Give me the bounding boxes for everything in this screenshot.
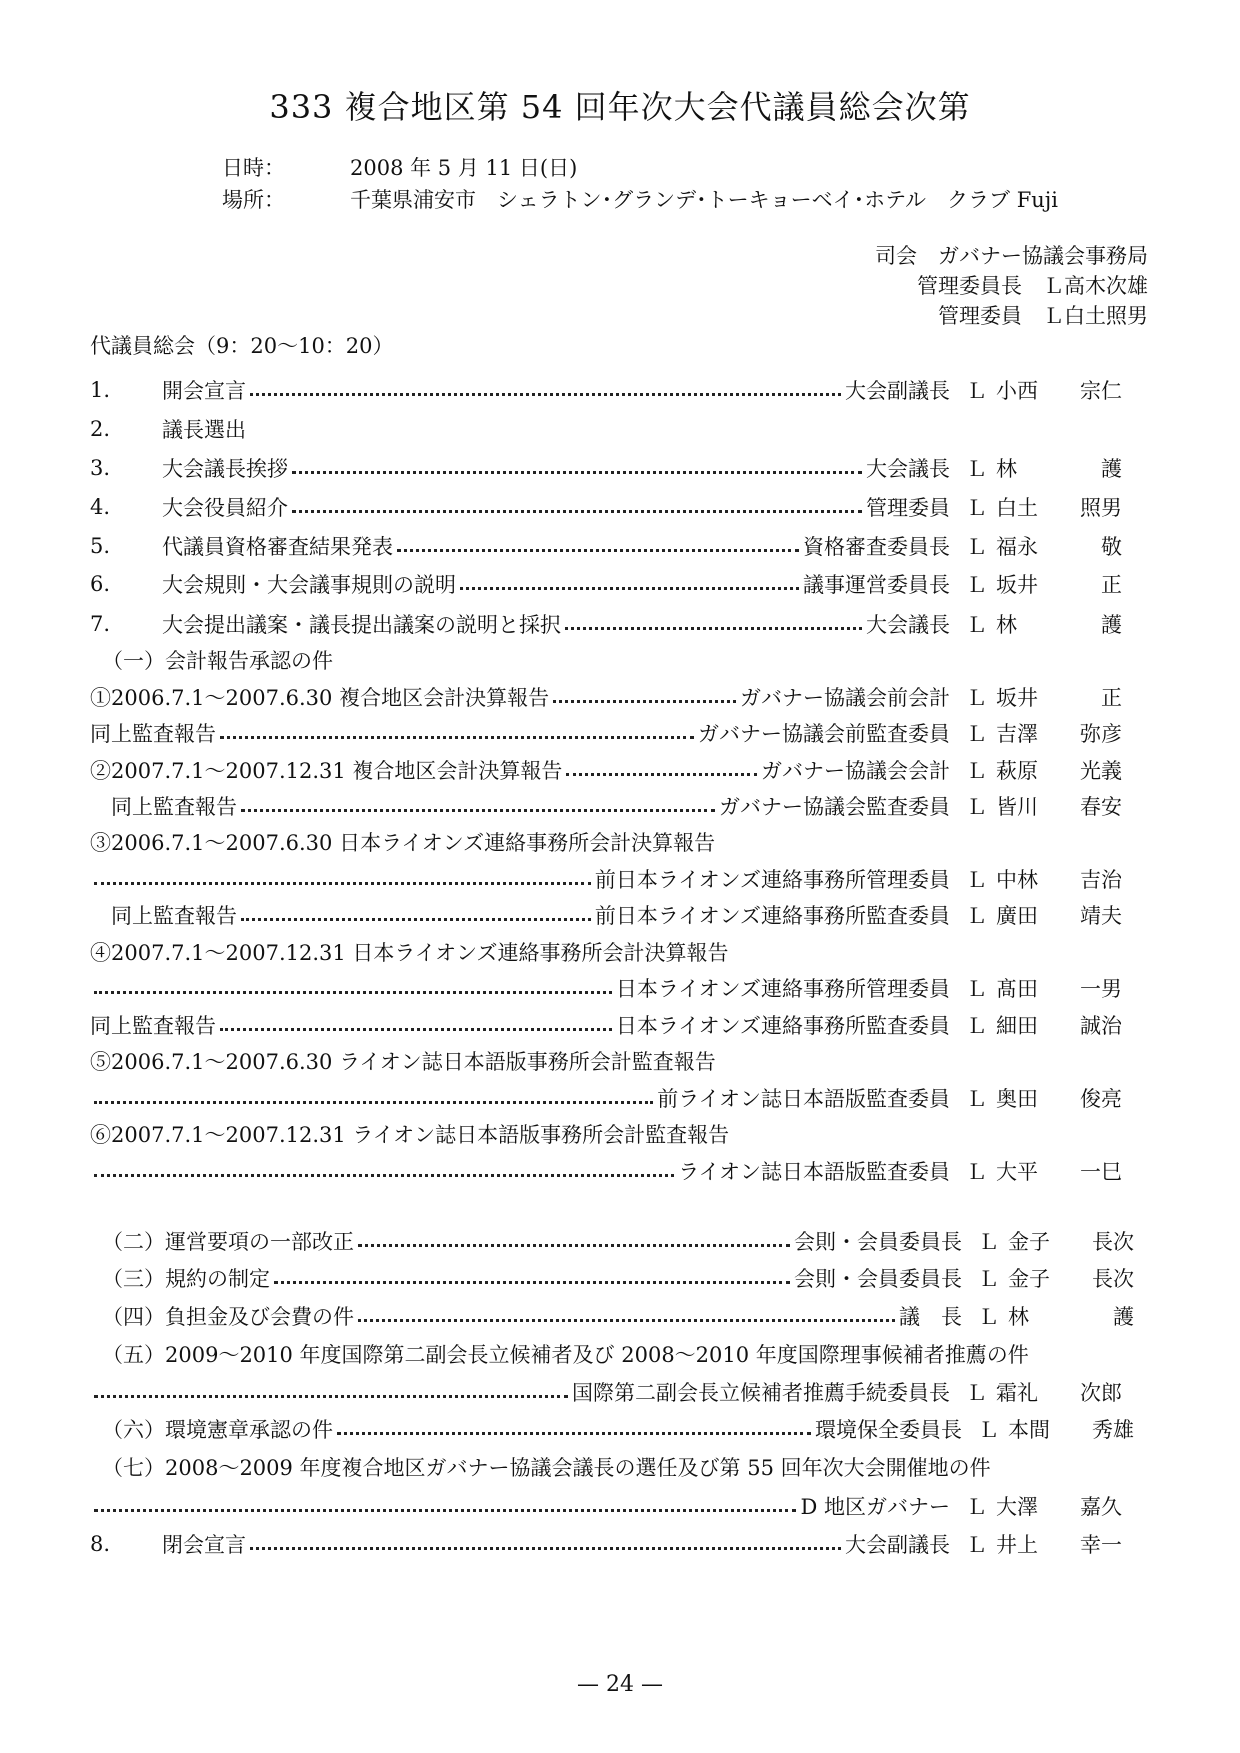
date-value: 2008 年 5 月 11 日(日) [350,156,578,180]
person-name [996,453,1122,483]
item-role: 会則・会員委員長 [794,1230,962,1254]
item-role: 前日本ライオンズ連絡事務所監査委員 [594,904,950,928]
page-number: — 24 — [577,1672,663,1697]
agenda-item [90,1300,1134,1332]
given-name: 長次 [1092,1267,1134,1291]
lion-mark: Ｌ [966,457,987,481]
agenda-item [90,863,1122,895]
lion-mark: Ｌ [966,795,987,819]
agenda-item [90,826,1122,858]
item-text: ⑥2007.7.1～2007.12.31 ライオン誌日本語版事務所会計監査報告 [90,1123,730,1147]
lion-mark: Ｌ [978,1267,999,1291]
given-name: 正 [1101,573,1122,597]
item-role: D 地区ガバナー [800,1495,950,1519]
item-number: 7. [90,612,111,636]
family-name: 坂井 [996,573,1038,597]
given-name: 正 [1101,686,1122,710]
item-text: （三）規約の制定 [102,1267,270,1291]
person-name [996,531,1122,561]
family-name: 福永 [996,535,1038,559]
leader-dots [94,1395,568,1398]
item-number: 4. [90,495,111,519]
item-text: （四）負担金及び会費の件 [102,1305,354,1329]
leader-dots [94,1101,653,1104]
family-name: 大平 [996,1160,1038,1184]
agenda-item [90,644,1134,676]
item-role: 環境保全委員長 [815,1418,962,1442]
item-text: （六）環境憲章承認の件 [102,1418,333,1442]
given-name: 護 [1113,1305,1134,1329]
agenda-item [90,374,1122,406]
family-name: 萩原 [996,759,1038,783]
lion-mark: Ｌ [966,1014,987,1038]
person-name [996,1083,1122,1113]
leader-dots [241,809,715,812]
leader-dots [220,1028,612,1031]
agenda-item [90,568,1122,600]
given-name: 靖夫 [1080,904,1122,928]
item-text: （二）運営要項の一部改正 [102,1230,354,1254]
person-name [996,1377,1122,1407]
leader-dots [94,1174,674,1177]
place-value: 千葉県浦安市 シェラトン･グランデ･トーキョーベイ･ホテル クラブ Fuji [350,188,1059,212]
family-name: 井上 [996,1533,1038,1557]
lion-mark: Ｌ [978,1418,999,1442]
given-name: 吉治 [1080,868,1122,892]
item-role: 大会副議長 [845,379,950,403]
lion-mark: Ｌ [966,496,987,520]
agenda-item [90,790,1122,822]
given-name: 照男 [1080,496,1122,520]
agenda-item [90,899,1122,931]
person-name [996,375,1122,405]
leader-dots [274,1281,790,1284]
item-text: （五）2009～2010 年度国際第二副会長立候補者及び 2008～2010 年度国際理事候補者推薦の件 [102,1343,1029,1367]
leader-dots [220,736,694,739]
item-role: 日本ライオンズ連絡事務所監査委員 [615,1014,950,1038]
item-text: 代議員資格審査結果発表 [162,535,393,559]
leader-dots [94,882,591,885]
item-number: 8. [90,1532,111,1556]
item-role: 資格審査委員長 [803,535,950,559]
item-text: （一）会計報告承認の件 [102,649,333,673]
family-name: 中林 [996,868,1038,892]
person-name [996,718,1122,748]
person-name [996,492,1122,522]
agenda-item [90,754,1122,786]
agenda-item [90,1009,1122,1041]
lion-mark: Ｌ [966,1495,987,1519]
leader-dots [397,549,799,552]
item-text: 大会議長挨拶 [162,457,288,481]
lion-mark: Ｌ [966,573,987,597]
person-name [996,755,1122,785]
given-name: 春安 [1080,795,1122,819]
agenda-item [90,717,1122,749]
section-heading: 代議員総会（9：20～10：20） [90,334,394,358]
person-name [996,1491,1122,1521]
item-role: ライオン誌日本語版監査委員 [678,1160,950,1184]
given-name: 長次 [1092,1230,1134,1254]
given-name: 俊亮 [1080,1087,1122,1111]
person-name [1008,1263,1134,1293]
family-name: 皆川 [996,795,1038,819]
item-role: 会則・会員委員長 [794,1267,962,1291]
item-text: 大会規則・大会議事規則の説明 [162,573,456,597]
family-name: 林 [1008,1305,1029,1329]
agenda-item [90,1155,1122,1187]
item-text: ⑤2006.7.1～2007.6.30 ライオン誌日本語版事務所会計監査報告 [90,1050,716,1074]
person-name [996,1529,1122,1559]
item-role: 前ライオン誌日本語版監査委員 [657,1087,950,1111]
date-line [222,152,577,182]
lion-mark: Ｌ [966,759,987,783]
leader-dots [241,918,591,921]
person-name [996,900,1122,930]
lion-mark: Ｌ [966,686,987,710]
family-name: 小西 [996,379,1038,403]
agenda-item [90,1376,1122,1408]
chair-line: 管理委員長 Ｌ高木次雄 [917,274,1148,298]
given-name: 護 [1101,457,1122,481]
family-name: 吉澤 [996,722,1038,746]
lion-mark: Ｌ [966,1160,987,1184]
agenda-item [90,1045,1122,1077]
family-name: 奥田 [996,1087,1038,1111]
item-number: 6. [90,572,111,596]
item-role: 国際第二副会長立候補者推薦手続委員長 [572,1381,950,1405]
person-name [1008,1226,1134,1256]
item-number: 1. [90,378,111,402]
leader-dots [94,1509,796,1512]
agenda-item [90,1118,1122,1150]
leader-dots [292,471,862,474]
agenda-item [90,1225,1134,1257]
agenda-item [90,1082,1122,1114]
person-name [996,864,1122,894]
item-number: 2. [90,417,111,441]
person-name [996,973,1122,1003]
given-name: 敬 [1101,535,1122,559]
lion-mark: Ｌ [966,904,987,928]
item-role: 大会議長 [866,457,950,481]
given-name: 護 [1101,613,1122,637]
agenda-item [90,530,1122,562]
item-role: 大会議長 [866,613,950,637]
item-text: ②2007.7.1～2007.12.31 複合地区会計決算報告 [90,759,563,783]
item-role: ガバナー協議会監査委員 [719,795,950,819]
family-name: 細田 [996,1014,1038,1038]
item-text: ③2006.7.1～2007.6.30 日本ライオンズ連絡事務所会計決算報告 [90,831,716,855]
lion-mark: Ｌ [966,977,987,1001]
item-role: 議 長 [899,1305,962,1329]
agenda-item [90,972,1122,1004]
leader-dots [292,510,862,513]
item-text: 同上監査報告 [90,904,237,928]
lion-mark: Ｌ [966,1533,987,1557]
agenda-item [90,1490,1122,1522]
lion-mark: Ｌ [978,1230,999,1254]
given-name: 一男 [1080,977,1122,1001]
lion-mark: Ｌ [966,379,987,403]
family-name: 坂井 [996,686,1038,710]
item-text: ①2006.7.1～2007.6.30 複合地区会計決算報告 [90,686,550,710]
item-role: ガバナー協議会会計 [761,759,950,783]
given-name: 幸一 [1080,1533,1122,1557]
given-name: 次郎 [1080,1381,1122,1405]
date-label: 日時： [222,156,285,180]
lion-mark: Ｌ [966,535,987,559]
document-title: 333 複合地区第 54 回年次大会代議員総会次第 [269,88,971,126]
lion-mark: Ｌ [966,613,987,637]
family-name: 霜礼 [996,1381,1038,1405]
lion-mark: Ｌ [966,868,987,892]
item-text: 同上監査報告 [90,795,237,819]
family-name: 林 [996,457,1017,481]
leader-dots [94,991,612,994]
leader-dots [337,1432,811,1435]
agenda-item [90,936,1122,968]
leader-dots [358,1319,895,1322]
leader-dots [566,773,757,776]
agenda-item [90,413,1122,445]
agenda-item [90,452,1122,484]
leader-dots [460,587,799,590]
agenda-item [90,1262,1134,1294]
person-name [996,791,1122,821]
leader-dots [565,627,862,630]
agenda-item [90,1338,1134,1370]
item-text: 大会役員紹介 [162,496,288,520]
agenda-item [90,491,1122,523]
agenda-item [90,1413,1134,1445]
item-text: ④2007.7.1～2007.12.31 日本ライオンズ連絡事務所会計決算報告 [90,941,729,965]
given-name: 弥彦 [1080,722,1122,746]
item-text: 同上監査報告 [90,722,216,746]
lion-mark: Ｌ [966,1087,987,1111]
given-name: 誠治 [1080,1014,1122,1038]
chair-line: 管理委員 Ｌ白土照男 [938,304,1148,328]
item-role: ガバナー協議会前会計 [740,686,950,710]
leader-dots [250,1547,841,1550]
agenda-item [90,681,1122,713]
item-role: 大会副議長 [845,1533,950,1557]
given-name: 一巳 [1080,1160,1122,1184]
agenda-item [90,608,1122,640]
item-text: 大会提出議案・議長提出議案の説明と採択 [162,613,561,637]
family-name: 白土 [996,496,1038,520]
item-role: ガバナー協議会前監査委員 [698,722,950,746]
chair-line: 司会 ガバナー協議会事務局 [875,244,1148,268]
person-name [1008,1414,1134,1444]
person-name [996,1156,1122,1186]
person-name [1008,1301,1134,1331]
lion-mark: Ｌ [966,1381,987,1405]
family-name: 大澤 [996,1495,1038,1519]
item-text: 開会宣言 [162,379,246,403]
item-role: 日本ライオンズ連絡事務所管理委員 [615,977,950,1001]
given-name: 光義 [1080,759,1122,783]
lion-mark: Ｌ [966,722,987,746]
given-name: 嘉久 [1080,1495,1122,1519]
person-name [996,1010,1122,1040]
item-role: 前日本ライオンズ連絡事務所管理委員 [594,868,950,892]
person-name [996,609,1122,639]
leader-dots [250,393,841,396]
family-name: 林 [996,613,1017,637]
item-text: 同上監査報告 [90,1014,216,1038]
agenda-item [90,1451,1134,1483]
family-name: 金子 [1008,1230,1050,1254]
item-number: 5. [90,534,111,558]
item-number: 3. [90,456,111,480]
family-name: 廣田 [996,904,1038,928]
item-text: 議長選出 [162,418,246,442]
item-text: 閉会宣言 [162,1533,246,1557]
item-role: 議事運営委員長 [803,573,950,597]
place-line [222,184,1058,214]
item-role: 管理委員 [866,496,950,520]
leader-dots [358,1244,790,1247]
given-name: 秀雄 [1092,1418,1134,1442]
place-label: 場所： [222,188,285,212]
leader-dots [553,700,736,703]
given-name: 宗仁 [1080,379,1122,403]
item-text: （七）2008～2009 年度複合地区ガバナー協議会議長の選任及び第 55 回年次大会開催地の件 [102,1456,991,1480]
family-name: 本間 [1008,1418,1050,1442]
person-name [996,569,1122,599]
agenda-item [90,1528,1122,1560]
lion-mark: Ｌ [978,1305,999,1329]
person-name [996,682,1122,712]
family-name: 髙田 [996,977,1038,1001]
family-name: 金子 [1008,1267,1050,1291]
